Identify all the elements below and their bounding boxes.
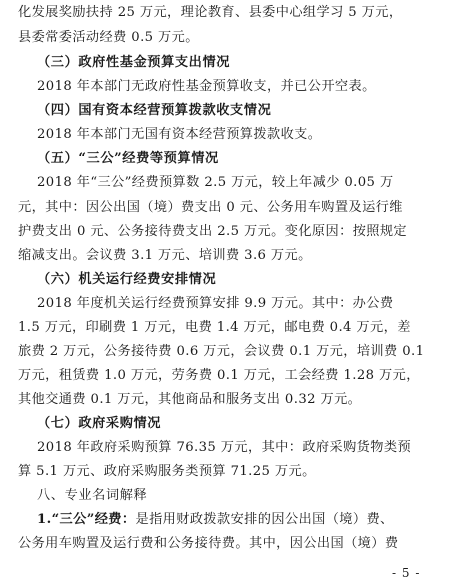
paragraph-line: 旅费 2 万元，公务接待费 0.6 万元，会议费 0.1 万元，培训费 0.1 xyxy=(18,344,425,359)
paragraph-line: 万元，租赁费 1.0 万元，劳务费 0.1 万元，工会经费 1.28 万元， xyxy=(18,368,420,383)
paragraph-line: 县委常委活动经费 0.5 万元。 xyxy=(18,30,199,45)
term-definition-line xyxy=(0,511,468,529)
paragraph-line: 公务用车购置及运行费和公务接待费。其中，因公出国（境）费 xyxy=(18,536,399,551)
paragraph-line: 1.5 万元，印刷费 1 万元，电费 1.4 万元，邮电费 0.4 万元，差 xyxy=(18,320,411,335)
section-heading: （五）“三公”经费等预算情况 xyxy=(37,151,219,166)
paragraph-line: 其他交通费 0.1 万元，其他商品和服务支出 0.32 万元。 xyxy=(18,392,362,407)
paragraph-line: 算 5.1 万元、政府采购服务类预算 71.25 万元。 xyxy=(18,464,316,479)
paragraph-line: 元，其中：因公出国（境）费支出 0 元、公务用车购置及运行维 xyxy=(18,200,403,215)
paragraph-line: 化发展奖励扶持 25 万元，理论教育、县委中心组学习 5 万元， xyxy=(18,5,403,20)
paragraph-line: 2018 年本部门无政府性基金预算收支，并已公开空表。 xyxy=(37,79,376,94)
term-definition: 是指用财政拨款安排的因公出国（境）费、 xyxy=(135,512,394,527)
term-label: 1.“三公”经费： xyxy=(37,512,136,527)
section-heading: （四）国有资本经营预算拨款收支情况 xyxy=(37,103,272,118)
section-heading: （六）机关运行经费安排情况 xyxy=(37,272,217,287)
page-number: - 5 - xyxy=(392,566,421,580)
paragraph-line: 2018 年本部门无国有资本经营预算拨款收支。 xyxy=(37,127,322,142)
paragraph-line: 2018 年政府采购预算 76.35 万元，其中：政府采购货物类预 xyxy=(37,440,412,455)
paragraph-line: 护费支出 0 元、公务接待费支出 2.5 万元。变化原因：按照规定 xyxy=(18,224,408,239)
paragraph-line: 2018 年度机关运行经费预算安排 9.9 万元。其中：办公费 xyxy=(37,296,394,311)
paragraph-line: 2018 年“三公”经费预算数 2.5 万元，较上年减少 0.05 万 xyxy=(37,175,394,190)
chapter-heading: 八、专业名词解释 xyxy=(37,488,148,503)
section-heading: （七）政府采购情况 xyxy=(37,416,162,431)
section-heading: （三）政府性基金预算支出情况 xyxy=(37,55,231,70)
paragraph-line: 缩减支出。会议费 3.1 万元、培训费 3.6 万元。 xyxy=(18,248,312,263)
